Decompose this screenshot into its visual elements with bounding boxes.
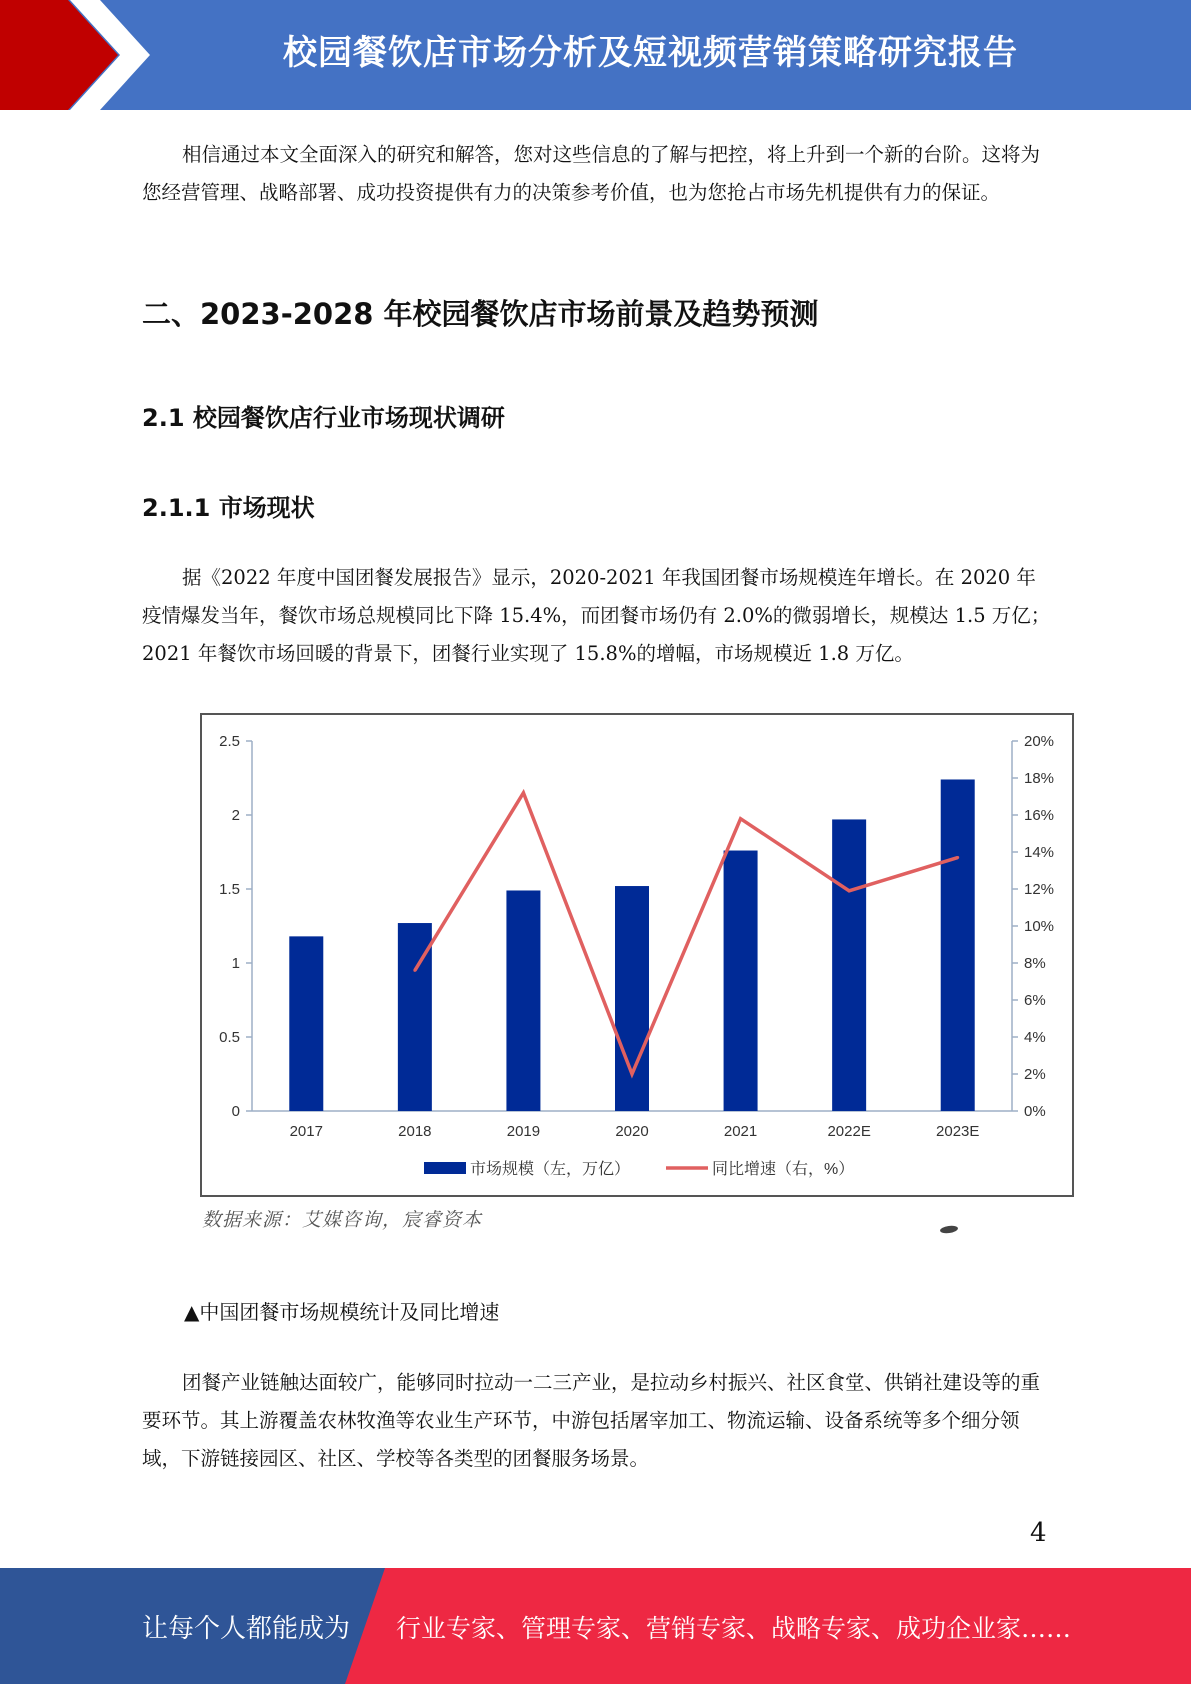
right-tick-label: 18% [1024,770,1055,787]
x-tick-label: 2023E [936,1123,980,1140]
right-tick-label: 0% [1024,1103,1046,1120]
x-tick-label: 2019 [506,1123,541,1140]
x-tick-label: 2022E [827,1123,871,1140]
left-tick-label: 2.5 [219,733,240,750]
right-tick-label: 14% [1024,844,1055,861]
growth-point-2018 [413,969,416,972]
bar-2023E [941,779,975,1111]
right-tick-label: 10% [1024,918,1055,935]
right-tick-label: 4% [1024,1029,1046,1046]
legend-line-label: 同比增速（右，%） [712,1161,855,1178]
left-tick-label: 0.5 [219,1029,240,1046]
market-status-paragraph: 据《2022 年度中国团餐发展报告》显示，2020-2021 年我国团餐市场规模连年增长。在 2020 年疫情爆发当年，餐饮市场总规模同比下降 15.4%，而团餐市场仍有 2.0%的微弱增长，规模达 1.5 万亿；2021 年餐饮市场回暖的背景下，团餐行业实现了 15.8%的增幅，市场规模近 1.8 万亿。 [142,566,1051,665]
scan-smudge [940,1225,959,1234]
section-heading-2-1: 2.1 校园餐饮店行业市场现状调研 [142,404,505,432]
footer-slogan-left: 让每个人都能成为 [142,1614,351,1644]
x-tick-label: 2018 [398,1123,432,1140]
growth-point-2021 [739,817,742,820]
legend-bar-swatch [424,1162,466,1174]
growth-point-2023E [956,856,959,859]
legend-bar-label: 市场规模（左，万亿） [470,1161,631,1178]
bar-2022E [832,819,866,1111]
bar-2019 [506,890,540,1111]
growth-point-2020 [631,1073,634,1076]
right-tick-label: 16% [1024,807,1055,824]
growth-point-2022E [848,889,851,892]
section-heading-2-1-1: 2.1.1 市场现状 [142,494,315,522]
chart-caption: ▲中国团餐市场规模统计及同比增速 [184,1300,500,1324]
right-tick-label: 2% [1024,1066,1046,1083]
right-tick-label: 12% [1024,881,1055,898]
right-tick-label: 6% [1024,992,1046,1009]
industry-chain-paragraph: 团餐产业链触达面较广，能够同时拉动一二三产业，是拉动乡村振兴、社区食堂、供销社建设等的重要环节。其上游覆盖农林牧渔等农业生产环节，中游包括屠宰加工、物流运输、设备系统等多个细分领域，下游链接园区、社区、学校等各类型的团餐服务场景。 [142,1371,1041,1470]
page-header [0,0,1191,110]
section-heading-2: 二、2023-2028 年校园餐饮店市场前景及趋势预测 [142,297,819,331]
market-size-chart [202,715,1072,1195]
left-tick-label: 0 [231,1103,240,1120]
right-tick-label: 20% [1024,733,1055,750]
footer-slogan-right: 行业专家、管理专家、营销专家、战略专家、成功企业家…… [396,1614,1072,1643]
page-number: 4 [1030,1518,1047,1548]
x-tick-label: 2020 [615,1123,649,1140]
left-tick-label: 1 [231,955,240,972]
x-tick-label: 2017 [289,1123,323,1140]
right-tick-label: 8% [1024,955,1046,972]
bar-2021 [724,851,758,1111]
growth-point-2019 [522,791,525,794]
page-footer [0,1568,1191,1684]
report-title: 校园餐饮店市场分析及短视频营销策略研究报告 [283,33,1018,73]
bar-2017 [289,936,323,1111]
growth-rate-line [415,793,958,1074]
header-arrow-decoration [0,0,160,110]
x-tick-label: 2021 [723,1123,758,1140]
chart-source-note: 数据来源：艾媒咨询，宸睿资本 [202,1209,483,1231]
intro-paragraph: 相信通过本文全面深入的研究和解答，您对这些信息的了解与把控，将上升到一个新的台阶。这将为您经营管理、战略部署、成功投资提供有力的决策参考价值，也为您抢占市场先机提供有力的保证。 [142,143,1041,204]
left-tick-label: 2 [231,807,240,824]
chart-frame [200,713,1074,1197]
left-tick-label: 1.5 [219,881,240,898]
